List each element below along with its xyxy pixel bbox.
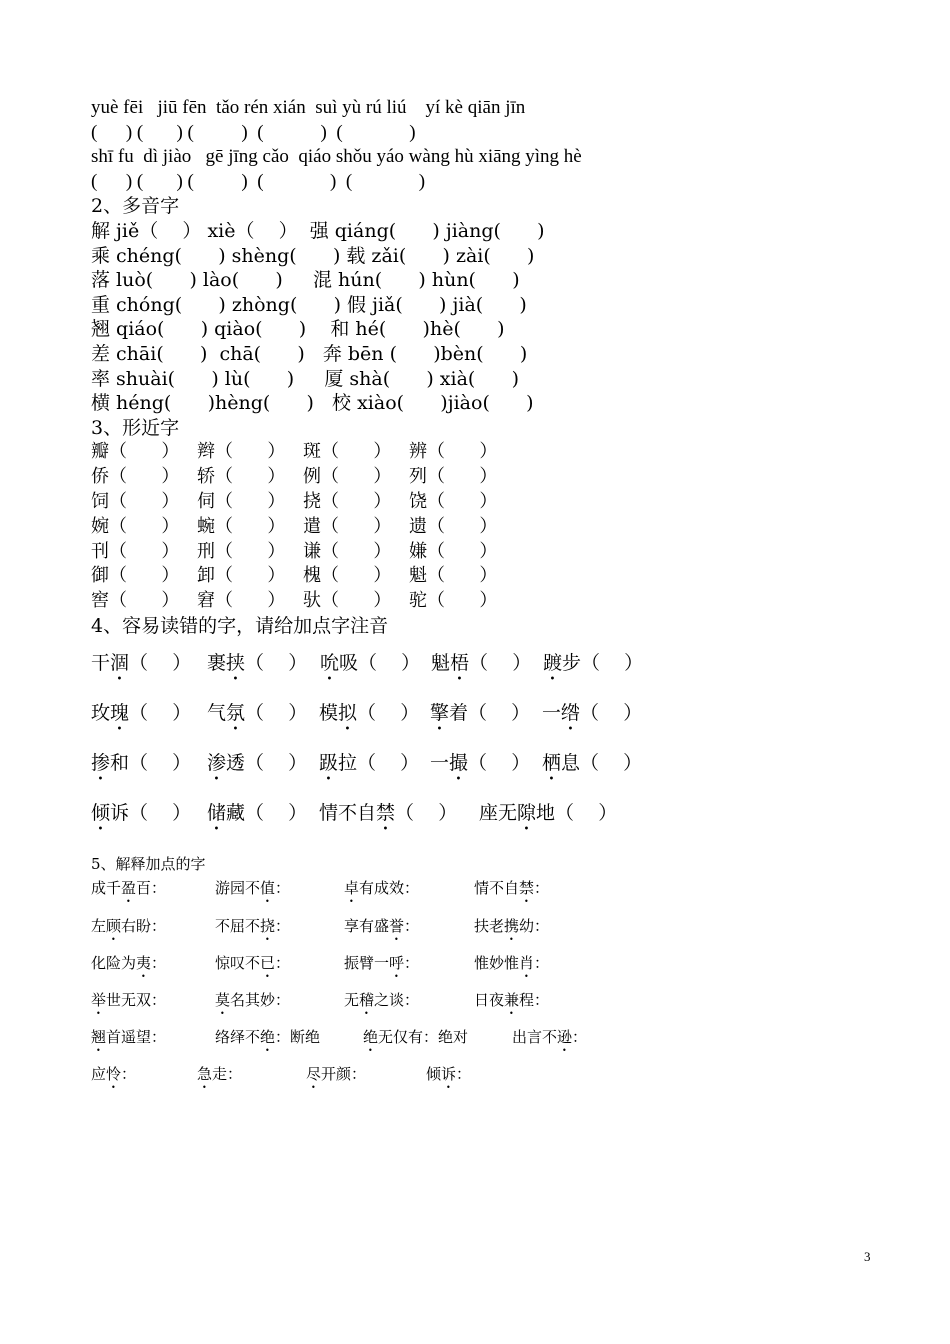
similar-character-item: 窘（ ） xyxy=(197,590,286,612)
item-text: ： xyxy=(151,953,167,972)
item-text: 藏（ ） xyxy=(226,802,308,825)
dotted-character: 值 xyxy=(260,879,276,898)
explanation-item xyxy=(215,878,344,915)
dotted-character: 呼 xyxy=(389,953,405,972)
explanation-row xyxy=(91,1064,891,1101)
similar-character-item: 遗（ ） xyxy=(409,515,498,537)
explanation-rows xyxy=(91,874,891,1101)
polyphone-section xyxy=(91,194,891,415)
item-text: 情不自 xyxy=(319,802,377,825)
item-text: 走： xyxy=(212,1065,243,1084)
pronunciation-row xyxy=(91,738,891,788)
item-text: 之谈： xyxy=(374,991,420,1010)
pronunciation-item xyxy=(319,751,430,785)
item-text: 息（ ） xyxy=(561,752,643,775)
explanation-item xyxy=(344,916,474,953)
explanation-item xyxy=(306,1064,426,1101)
item-text: 无仅有：绝对 xyxy=(378,1028,483,1047)
explanation-row xyxy=(91,916,891,953)
similar-character-item: 辫（ ） xyxy=(197,441,286,463)
similar-character-item: 瓣（ ） xyxy=(91,441,180,463)
item-text: 步（ ） xyxy=(562,652,644,675)
pronunciation-rows xyxy=(91,638,891,838)
similar-characters-row xyxy=(91,589,891,614)
item-text: 气 xyxy=(207,702,227,725)
item-text: ： xyxy=(121,1065,137,1084)
explanation-item xyxy=(91,1064,197,1101)
dotted-character: 拟 xyxy=(338,702,358,725)
dotted-character: 挠 xyxy=(260,916,276,935)
dotted-character: 稽 xyxy=(359,991,375,1010)
similar-character-item: 御（ ） xyxy=(91,565,180,587)
dotted-character: 肖 xyxy=(519,953,535,972)
similar-character-item: 婉（ ） xyxy=(91,515,180,537)
item-text: 有成效： xyxy=(359,879,420,898)
item-text: （ ） xyxy=(469,652,532,675)
dotted-character: 撮 xyxy=(449,752,469,775)
item-text: 吸（ ） xyxy=(339,652,421,675)
explanation-item xyxy=(344,878,474,915)
explanation-item xyxy=(215,953,344,990)
explanation-item xyxy=(474,916,594,953)
item-text: 名其妙： xyxy=(230,991,291,1010)
pronunciation-item xyxy=(91,651,207,685)
pronunciation-item xyxy=(207,751,319,785)
explanation-item xyxy=(474,878,594,915)
pronunciation-item xyxy=(431,651,543,685)
dotted-character: 吮 xyxy=(320,652,340,675)
explanation-item xyxy=(512,1027,622,1064)
item-text: 幼： xyxy=(519,916,550,935)
explanation-row xyxy=(91,874,891,915)
dotted-character: 盈 xyxy=(121,879,137,898)
similar-character-item: 魁（ ） xyxy=(409,565,498,587)
explanation-section xyxy=(91,854,891,1101)
pronunciation-item xyxy=(319,801,479,835)
explanation-item xyxy=(91,916,215,953)
dotted-character: 踱 xyxy=(543,652,563,675)
similar-character-item: 窖（ ） xyxy=(91,590,180,612)
dotted-character: 已 xyxy=(260,953,276,972)
pronunciation-item xyxy=(207,801,319,835)
item-text: ： xyxy=(534,879,550,898)
pronunciation-section xyxy=(91,614,891,839)
item-text: 裹 xyxy=(207,652,227,675)
explanation-item xyxy=(474,953,594,990)
item-text: 倾 xyxy=(426,1065,442,1084)
item-text: 透（ ） xyxy=(226,752,308,775)
section-title: 2、多音字 xyxy=(91,195,180,218)
section-title: 5、解释加点的字 xyxy=(91,855,206,874)
item-text: 成千 xyxy=(91,879,122,898)
dotted-character: 梧 xyxy=(450,652,470,675)
dotted-character: 绺 xyxy=(561,702,581,725)
similar-character-item: 伺（ ） xyxy=(197,490,286,512)
item-text: （ ） xyxy=(357,702,420,725)
item-text: ： xyxy=(456,1065,472,1084)
pronunciation-item xyxy=(320,651,431,685)
polyphone-line: 翘 qiáo( ) qiào( ) 和 hé( )hè( ) xyxy=(91,318,505,341)
item-text: 日夜 xyxy=(474,991,505,1010)
section-title: 4、容易读错的字，请给加点字注音 xyxy=(91,614,389,637)
similar-characters-section xyxy=(91,416,891,614)
similar-characters-row xyxy=(91,465,891,490)
item-text: 化险为 xyxy=(91,953,137,972)
dotted-character: 瑰 xyxy=(110,702,130,725)
item-text: ： xyxy=(404,953,420,972)
similar-character-item: 驮（ ） xyxy=(303,590,392,612)
dotted-character: 携 xyxy=(504,916,520,935)
similar-character-item: 饲（ ） xyxy=(91,490,180,512)
item-text: 一 xyxy=(542,702,562,725)
item-text: 和（ ） xyxy=(110,752,192,775)
dotted-character: 兼 xyxy=(504,991,520,1010)
similar-character-item: 轿（ ） xyxy=(197,466,286,488)
dotted-character: 氛 xyxy=(226,702,246,725)
dotted-character: 渗 xyxy=(207,752,227,775)
pronunciation-item xyxy=(319,701,430,735)
item-text: 诉（ ） xyxy=(110,802,192,825)
explanation-item xyxy=(215,916,344,953)
item-text: （ ） xyxy=(580,702,643,725)
item-text: ： xyxy=(572,1028,588,1047)
explanation-item xyxy=(215,990,344,1027)
polyphone-line: 乘 chéng( ) shèng( ) 载 zǎi( ) zài( ) xyxy=(91,244,535,267)
item-text: 玫 xyxy=(91,702,111,725)
item-text: 魁 xyxy=(431,652,451,675)
similar-characters-row xyxy=(91,540,891,565)
dotted-character: 莫 xyxy=(215,991,231,1010)
page-number: 3 xyxy=(864,1249,871,1264)
dotted-character: 储 xyxy=(207,802,227,825)
similar-characters-row xyxy=(91,515,891,540)
explanation-item xyxy=(344,953,474,990)
explanation-item xyxy=(91,1027,215,1064)
pronunciation-item xyxy=(207,651,320,685)
item-text: 地（ ） xyxy=(536,802,618,825)
item-text: （ ） xyxy=(395,802,458,825)
item-text: 百： xyxy=(136,879,167,898)
explanation-row xyxy=(91,990,891,1027)
polyphone-line: 率 shuài( ) lù( ) 厦 shà( ) xià( ) xyxy=(91,367,519,390)
pronunciation-item xyxy=(91,701,207,735)
pronunciation-item xyxy=(543,651,643,685)
polyphone-line: 解 jiě（ ） xiè（ ） 强 qiáng( ) jiàng( ) xyxy=(91,219,545,242)
similar-character-item: 饶（ ） xyxy=(409,490,498,512)
pronunciation-item xyxy=(542,751,642,785)
dotted-character: 趿 xyxy=(319,752,339,775)
similar-character-item: 侨（ ） xyxy=(91,466,180,488)
dotted-character: 绝 xyxy=(260,1028,276,1047)
explanation-item xyxy=(91,953,215,990)
similar-character-item: 遣（ ） xyxy=(303,515,392,537)
pronunciation-item xyxy=(430,751,542,785)
item-text: 扶老 xyxy=(474,916,505,935)
dotted-character: 倾 xyxy=(91,802,111,825)
pronunciation-item xyxy=(207,701,319,735)
polyphone-line: 横 héng( )hèng( ) 校 xiào( )jiào( ) xyxy=(91,392,534,415)
pinyin-section xyxy=(91,96,891,194)
item-text: 世无双： xyxy=(106,991,167,1010)
similar-character-item: 斑（ ） xyxy=(303,441,392,463)
dotted-character: 顾 xyxy=(106,916,122,935)
dotted-character: 卓 xyxy=(344,879,360,898)
item-text: ： xyxy=(275,916,291,935)
explanation-row xyxy=(91,953,891,990)
item-text: 出言不 xyxy=(512,1028,558,1047)
dotted-character: 誉 xyxy=(389,916,405,935)
explanation-row xyxy=(91,1027,891,1064)
pronunciation-row xyxy=(91,688,891,738)
similar-characters-row xyxy=(91,490,891,515)
item-text: ： xyxy=(534,953,550,972)
item-text: （ ） xyxy=(468,752,531,775)
item-text: 应 xyxy=(91,1065,107,1084)
item-text: 座无 xyxy=(479,802,518,825)
item-text: 不屈不 xyxy=(215,916,261,935)
answer-blanks-line: ( ) ( ) ( ) ( ) ( ) xyxy=(91,121,416,143)
item-text: ： xyxy=(404,916,420,935)
dotted-character: 怜 xyxy=(106,1065,122,1084)
item-text: ：断绝 xyxy=(275,1028,330,1047)
dotted-character: 急 xyxy=(197,1065,213,1084)
dotted-character: 绝 xyxy=(363,1028,379,1047)
dotted-character: 栖 xyxy=(542,752,562,775)
similar-characters-row xyxy=(91,564,891,589)
dotted-character: 禁 xyxy=(376,802,396,825)
similar-character-item: 嫌（ ） xyxy=(409,540,498,562)
dotted-character: 掺 xyxy=(91,752,111,775)
item-text: 享有盛 xyxy=(344,916,390,935)
explanation-item xyxy=(344,990,474,1027)
dotted-character: 挟 xyxy=(226,652,246,675)
dotted-character: 翘 xyxy=(91,1028,107,1047)
similar-character-item: 驼（ ） xyxy=(409,590,498,612)
dotted-character: 擎 xyxy=(430,702,450,725)
item-text: （ ） xyxy=(129,652,192,675)
explanation-item xyxy=(91,990,215,1027)
item-text: ： xyxy=(275,879,291,898)
dotted-character: 逊 xyxy=(557,1028,573,1047)
pronunciation-item xyxy=(91,751,207,785)
item-text: 干 xyxy=(91,652,111,675)
polyphone-line: 差 chāi( ) chā( ) 奔 bēn ( )bèn( ) xyxy=(91,342,528,365)
item-text: 惊叹不 xyxy=(215,953,261,972)
item-text: 首遥望： xyxy=(106,1028,167,1047)
similar-character-item: 刊（ ） xyxy=(91,540,180,562)
item-text: 游园不 xyxy=(215,879,261,898)
explanation-item xyxy=(426,1064,526,1101)
item-text: 模 xyxy=(319,702,339,725)
dotted-character: 诉 xyxy=(441,1065,457,1084)
item-text: 络绎不 xyxy=(215,1028,261,1047)
pronunciation-row xyxy=(91,638,891,688)
similar-character-item: 辨（ ） xyxy=(409,441,498,463)
similar-characters-grid xyxy=(91,440,891,614)
similar-character-item: 槐（ ） xyxy=(303,565,392,587)
item-text: 程： xyxy=(519,991,550,1010)
worksheet-page xyxy=(91,96,891,1102)
dotted-character: 隙 xyxy=(517,802,537,825)
similar-character-item: 卸（ ） xyxy=(197,565,286,587)
dotted-character: 夷 xyxy=(136,953,152,972)
item-text: 拉（ ） xyxy=(338,752,420,775)
dotted-character: 禁 xyxy=(519,879,535,898)
dotted-character: 尽 xyxy=(306,1065,322,1084)
similar-character-item: 挠（ ） xyxy=(303,490,392,512)
pinyin-line: shī fu dì jiào gē jīng cǎo qiáo shǒu yáo wàng hù xiāng yìng hè xyxy=(91,146,582,168)
dotted-character: 涸 xyxy=(110,652,130,675)
similar-character-item: 刑（ ） xyxy=(197,540,286,562)
explanation-item xyxy=(474,990,594,1027)
pronunciation-item xyxy=(479,801,619,835)
similar-character-item: 蜿（ ） xyxy=(197,515,286,537)
dotted-character: 举 xyxy=(91,991,107,1010)
pronunciation-item xyxy=(430,701,542,735)
item-text: 惟妙惟 xyxy=(474,953,520,972)
item-text: 着（ ） xyxy=(449,702,531,725)
pinyin-line: yuè fēi jiū fēn tǎo rén xián suì yù rú liú yí kè qiān jīn xyxy=(91,97,526,118)
similar-character-item: 列（ ） xyxy=(409,466,498,488)
similar-character-item: 例（ ） xyxy=(303,466,392,488)
explanation-item xyxy=(363,1027,512,1064)
item-text: （ ） xyxy=(129,702,192,725)
item-text: 右盼： xyxy=(121,916,167,935)
explanation-item xyxy=(197,1064,306,1101)
explanation-item xyxy=(215,1027,363,1064)
explanation-item xyxy=(91,878,215,915)
similar-characters-row xyxy=(91,440,891,465)
item-text: 左 xyxy=(91,916,107,935)
polyphone-line: 重 chóng( ) zhòng( ) 假 jiǎ( ) jià( ) xyxy=(91,293,527,316)
item-text: 一 xyxy=(430,752,450,775)
polyphone-line: 落 luò( ) lào( ) 混 hún( ) hùn( ) xyxy=(91,269,520,292)
item-text: （ ） xyxy=(245,652,308,675)
item-text: 振臂一 xyxy=(344,953,390,972)
pronunciation-row xyxy=(91,788,891,838)
section-title: 3、形近字 xyxy=(91,416,180,439)
answer-blanks-line: ( ) ( ) ( ) ( ) ( ) xyxy=(91,170,426,192)
item-text: ： xyxy=(275,953,291,972)
item-text: 情不自 xyxy=(474,879,520,898)
pronunciation-item xyxy=(91,801,207,835)
item-text: 开颜： xyxy=(321,1065,367,1084)
similar-character-item: 谦（ ） xyxy=(303,540,392,562)
pronunciation-item xyxy=(542,701,642,735)
item-text: （ ） xyxy=(245,702,308,725)
item-text: 无 xyxy=(344,991,360,1010)
